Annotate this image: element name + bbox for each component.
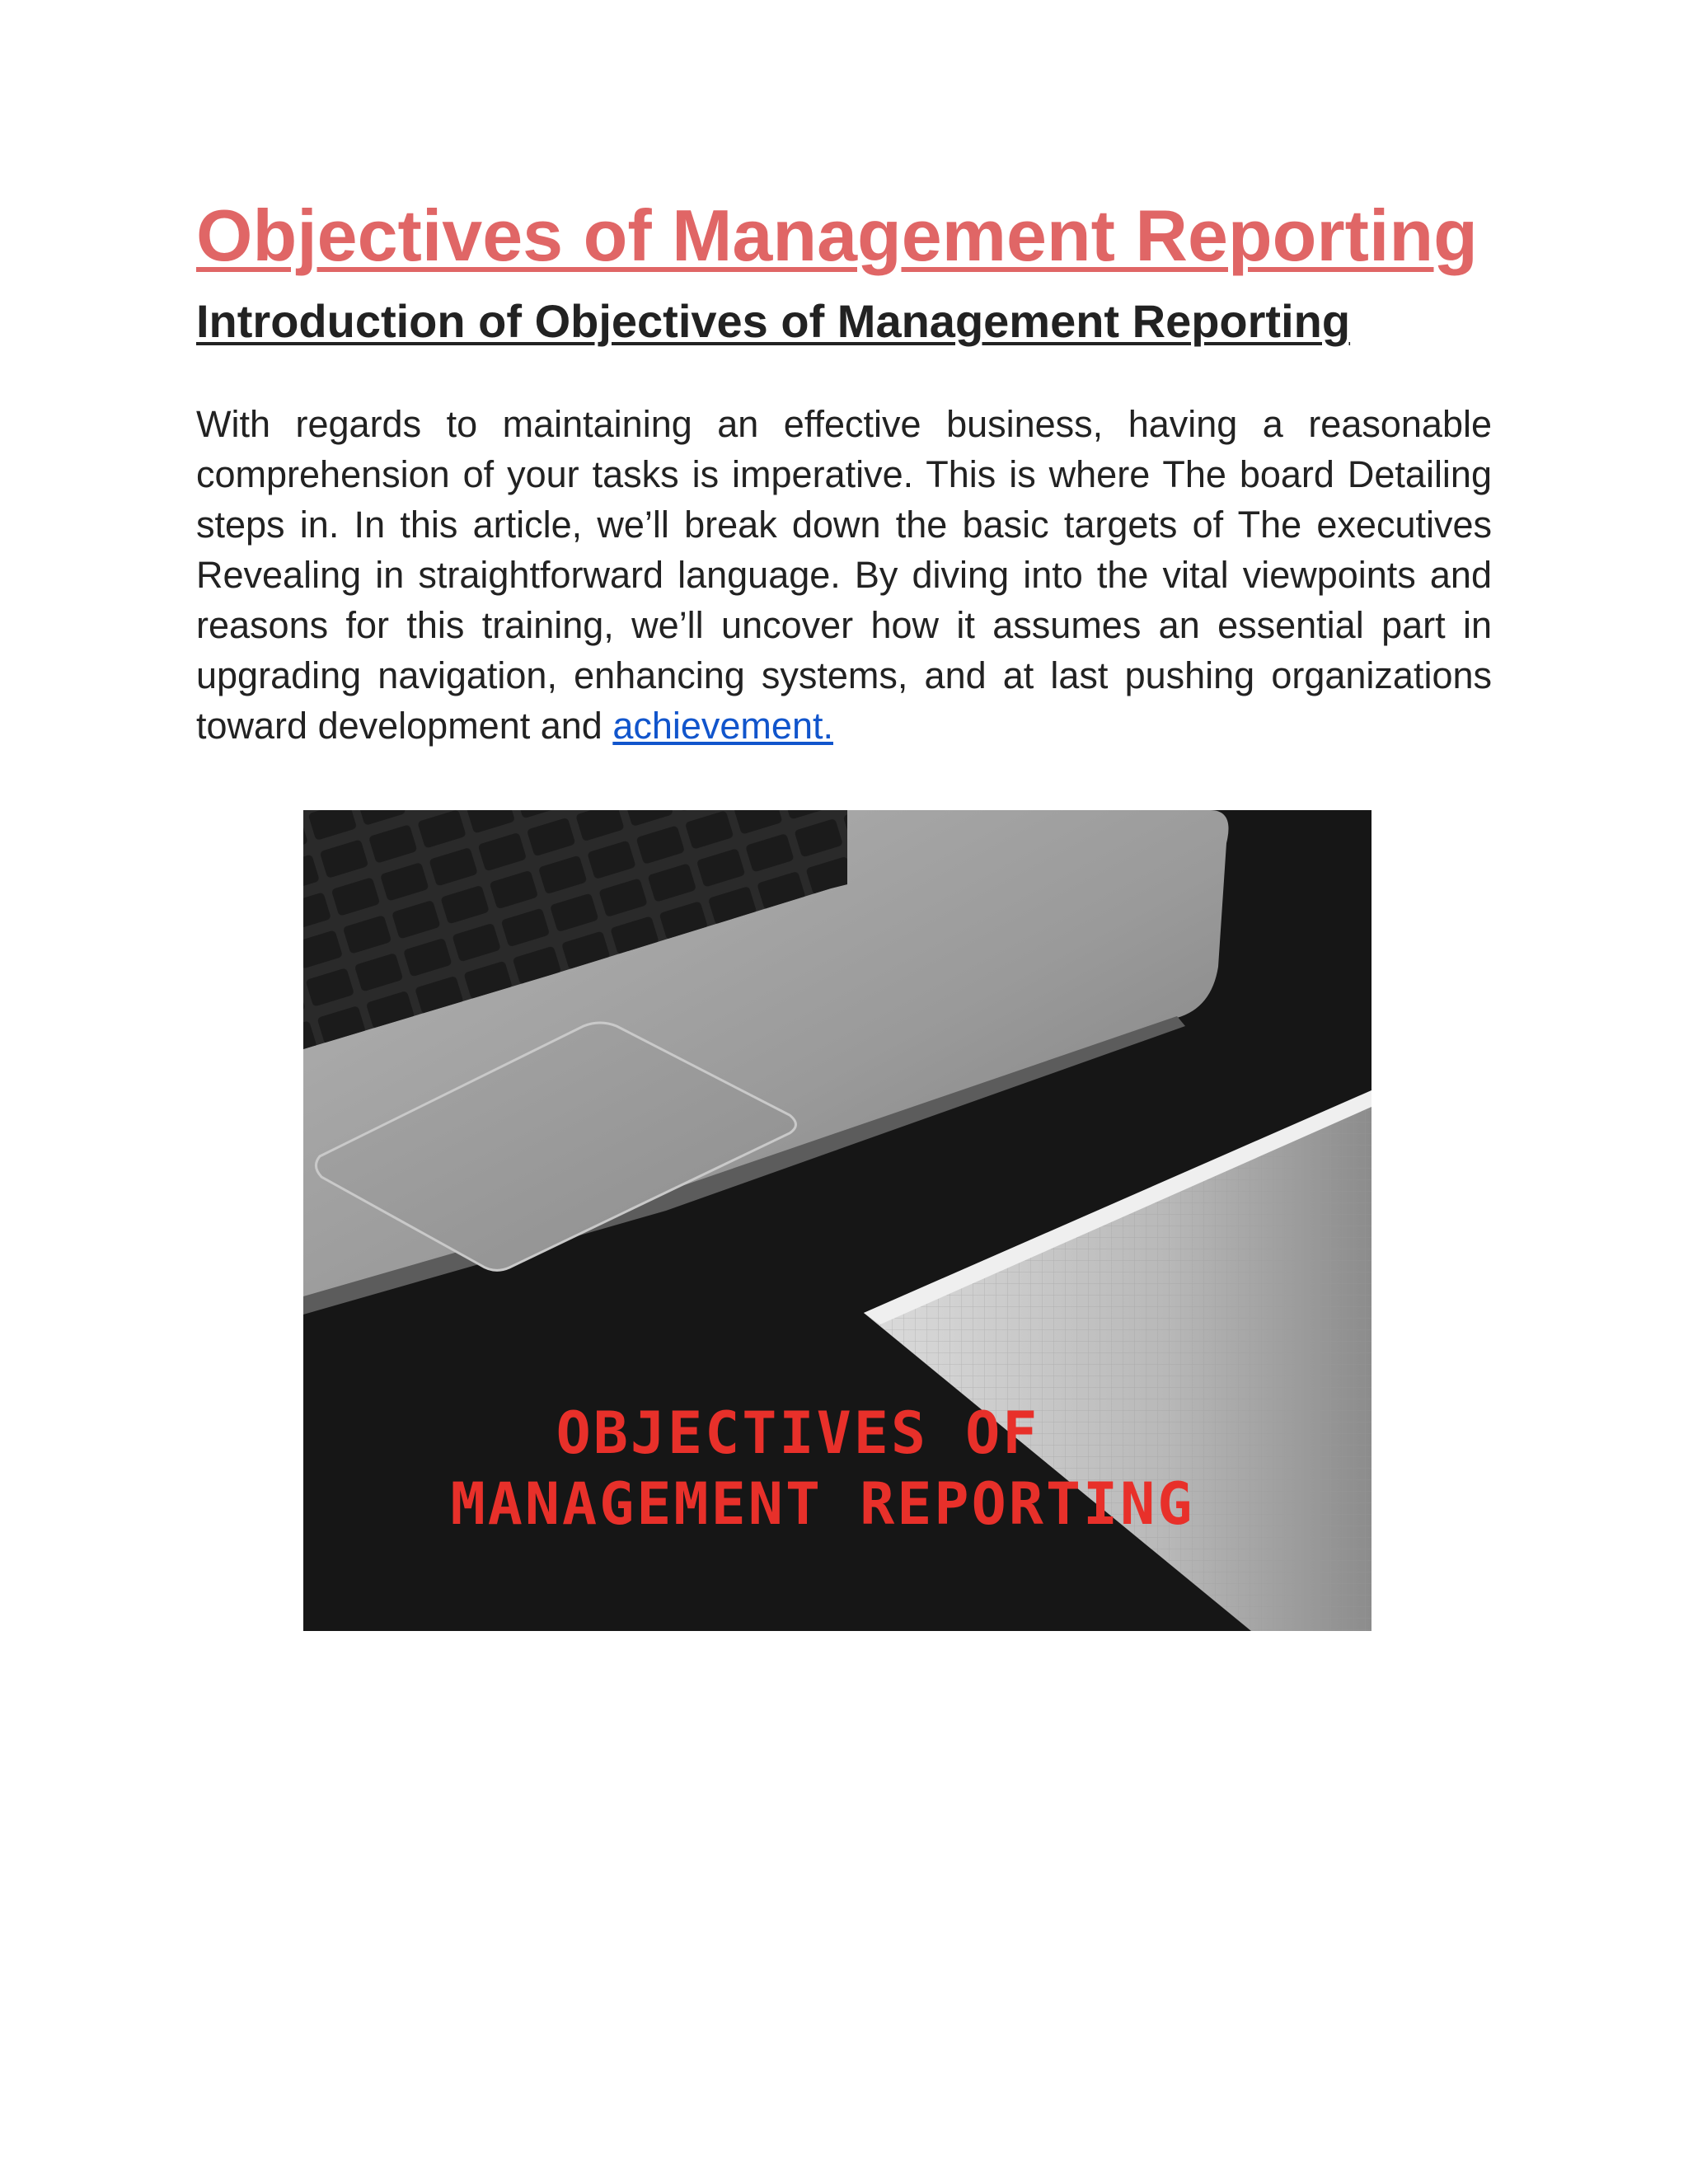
- page-title: Objectives of Management Reporting: [196, 194, 1478, 276]
- section-heading: Introduction of Objectives of Management Reporting: [196, 295, 1351, 347]
- achievement-link[interactable]: achievement.: [612, 705, 833, 747]
- hero-image: [303, 810, 1372, 1631]
- image-overlay-line-1: OBJECTIVES OF: [556, 1399, 1040, 1467]
- image-overlay-line-2: MANAGEMENT REPORTING: [450, 1470, 1195, 1538]
- intro-paragraph: [196, 399, 1492, 751]
- intro-paragraph-text: With regards to maintaining an effective business, having a reasonable comprehension of your tasks is imperative. This is where The board Detailing steps in. In this article, we’ll break down the basic targets of The executives Revealing in straightforward language. By diving into the vital viewpoints and reasons for this training, we’ll uncover how it assumes an essential part in upgrading navigation, enhancing systems, and at last pushing organizations toward development and: [196, 403, 1492, 747]
